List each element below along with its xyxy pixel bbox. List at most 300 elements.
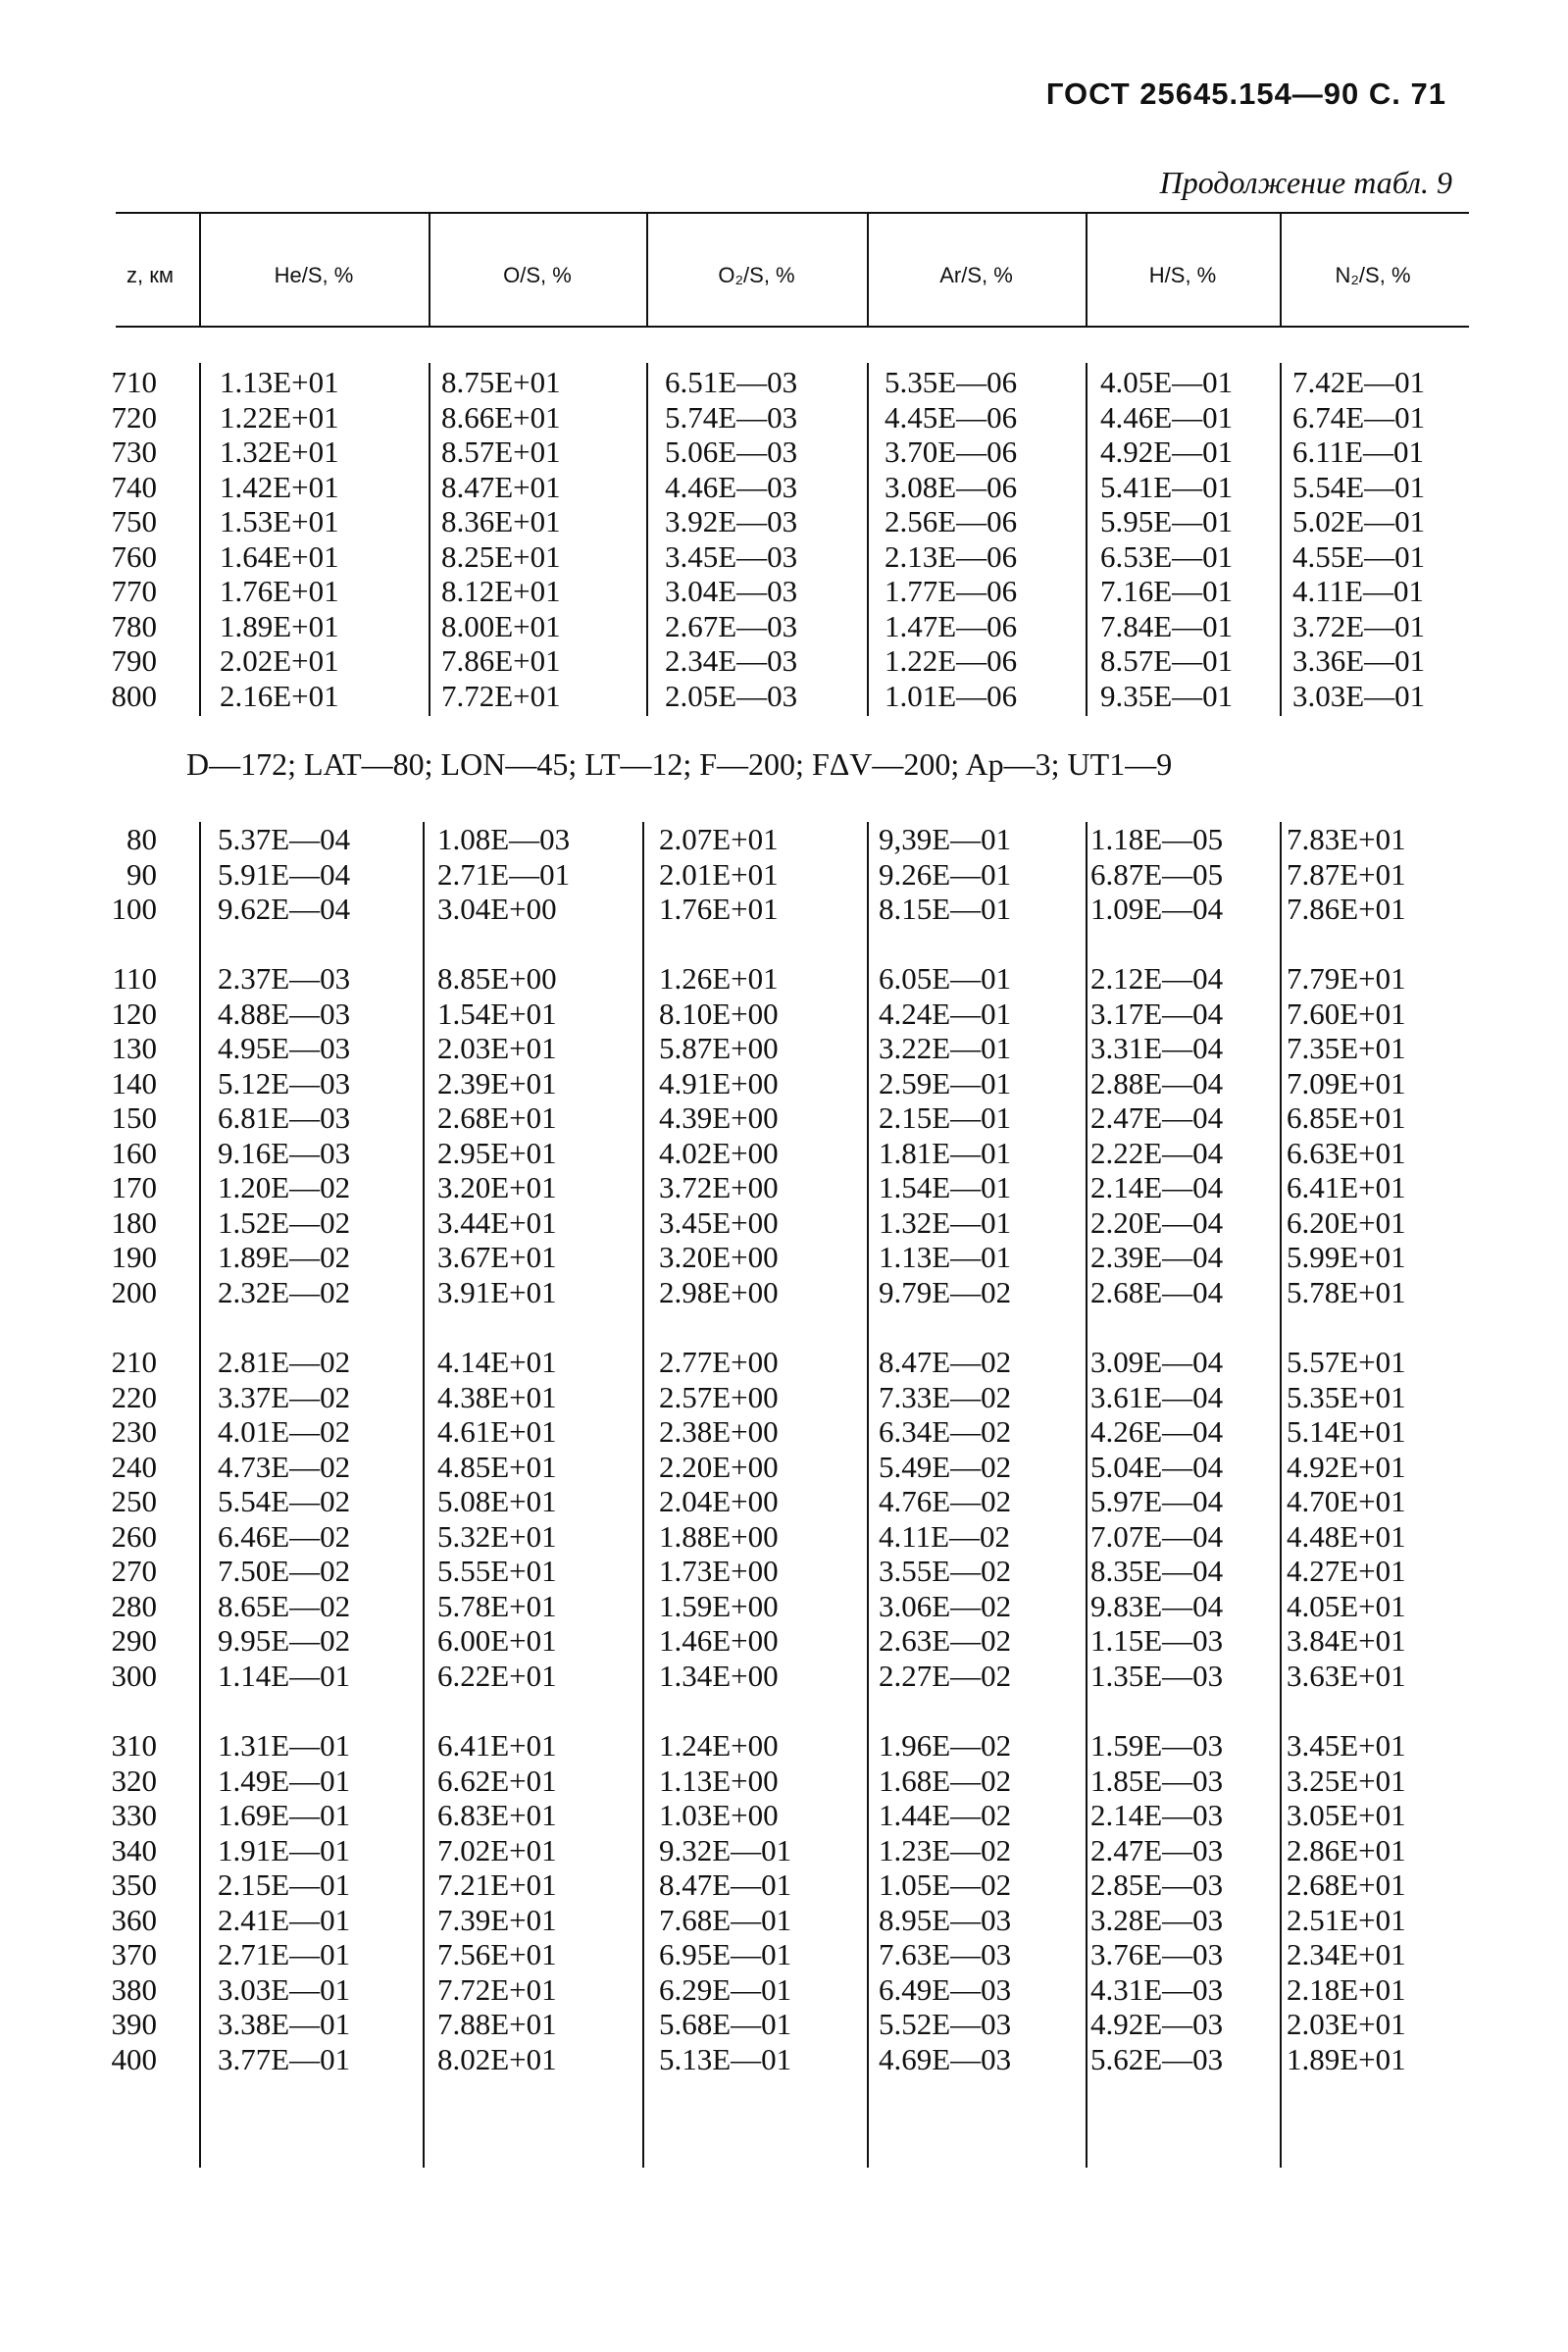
he-cell: 1.32E+01 — [220, 435, 339, 469]
o2-cell: 3.45E—03 — [665, 538, 798, 574]
ar-cell: 5.49E—02 — [879, 1449, 1012, 1484]
altitude-cell: 280 — [111, 1588, 157, 1623]
he-cell: 1.91E—01 — [218, 1832, 351, 1867]
he-cell: 1.31E—01 — [218, 1728, 351, 1763]
h-cell: 8.57E—01 — [1100, 643, 1234, 678]
o2-cell: 8.47E—01 — [659, 1867, 792, 1902]
altitude-cell: 310 — [111, 1728, 157, 1763]
he-cell: 1.53E+01 — [220, 504, 339, 538]
n2-cell: 6.41E+01 — [1287, 1170, 1406, 1204]
h-cell: 3.09E—04 — [1090, 1345, 1224, 1379]
o2-cell: 2.98E+00 — [659, 1274, 779, 1309]
h-cell: 6.87E—05 — [1090, 856, 1224, 892]
n2-cell: 3.25E+01 — [1287, 1763, 1406, 1798]
altitude-cell: 180 — [111, 1204, 157, 1240]
he-cell: 1.14E—01 — [218, 1658, 351, 1693]
column-ar — [885, 365, 1017, 713]
o2-cell: 2.57E+00 — [659, 1379, 779, 1414]
o-cell: 8.85E+00 — [437, 961, 557, 996]
h-cell: 3.31E—04 — [1090, 1031, 1224, 1065]
ar-cell: 1.44E—02 — [879, 1798, 1012, 1832]
o2-cell: 1.76E+01 — [659, 892, 779, 926]
altitude-cell: 160 — [111, 1135, 157, 1170]
h-cell: 4.92E—01 — [1100, 435, 1234, 469]
column-ar — [879, 1728, 1011, 2076]
he-cell: 9.95E—02 — [218, 1623, 351, 1658]
altitude-cell: 790 — [111, 643, 157, 678]
column-h — [1100, 365, 1233, 713]
o2-cell: 1.88E+00 — [659, 1518, 779, 1554]
h-cell: 4.26E—04 — [1090, 1414, 1224, 1449]
o-cell: 7.88E+01 — [437, 2007, 557, 2041]
column-header-he: He/S, % — [274, 263, 354, 287]
column-divider — [1086, 822, 1087, 2168]
h-cell: 2.85E—03 — [1090, 1867, 1224, 1902]
column-divider — [642, 822, 644, 2168]
o-cell: 2.39E+01 — [437, 1065, 557, 1100]
column-h — [1090, 1345, 1223, 1693]
column-o2 — [665, 365, 797, 713]
n2-cell: 5.54E—01 — [1292, 469, 1426, 504]
ar-cell: 1.96E—02 — [879, 1728, 1012, 1763]
altitude-cell: 150 — [111, 1100, 157, 1135]
table-header-rule — [116, 326, 1469, 328]
h-cell: 7.84E—01 — [1100, 608, 1234, 643]
o-cell: 8.57E+01 — [441, 435, 561, 469]
o-cell: 6.22E+01 — [437, 1658, 557, 1693]
column-n2 — [1287, 822, 1406, 927]
o-cell: 8.75E+01 — [441, 365, 561, 399]
column-o2 — [659, 822, 779, 927]
altitude-cell: 350 — [111, 1867, 157, 1902]
ar-cell: 3.08E—06 — [885, 469, 1018, 504]
column-o — [441, 365, 561, 713]
he-cell: 2.81E—02 — [218, 1345, 351, 1379]
column-o2 — [659, 1345, 779, 1693]
column-header-n2: N₂/S, % — [1335, 263, 1411, 287]
column-header-o: O/S, % — [503, 263, 572, 287]
he-cell: 2.32E—02 — [218, 1274, 351, 1309]
o2-cell: 2.04E+00 — [659, 1484, 779, 1518]
ar-cell: 9.79E—02 — [879, 1274, 1012, 1309]
altitude-cell: 90 — [126, 856, 157, 892]
n2-cell: 7.60E+01 — [1287, 996, 1406, 1031]
column-n2 — [1287, 961, 1406, 1309]
parameters-line: D—172; LAT—80; LON—45; LT—12; F—200; FΔV—200; Ap—3; UT1—9 — [186, 746, 1173, 782]
ar-cell: 8.95E—03 — [879, 1902, 1012, 1937]
n2-cell: 7.83E+01 — [1287, 822, 1406, 856]
he-cell: 5.54E—02 — [218, 1484, 351, 1518]
ar-cell: 1.47E—06 — [885, 608, 1018, 643]
h-cell: 9.83E—04 — [1090, 1588, 1224, 1623]
altitude-cell: 240 — [111, 1449, 157, 1484]
o2-cell: 2.67E—03 — [665, 608, 798, 643]
n2-cell: 5.02E—01 — [1292, 504, 1426, 538]
n2-cell: 2.51E+01 — [1287, 1902, 1406, 1937]
h-cell: 1.35E—03 — [1090, 1658, 1224, 1693]
altitude-cell: 140 — [111, 1065, 157, 1100]
o2-cell: 5.68E—01 — [659, 2007, 792, 2041]
n2-cell: 3.45E+01 — [1287, 1728, 1406, 1763]
column-h — [1090, 1728, 1223, 2076]
column-divider — [867, 363, 869, 716]
h-cell: 5.62E—03 — [1090, 2041, 1224, 2076]
altitude-cell: 230 — [111, 1414, 157, 1449]
altitude-cell: 120 — [111, 996, 157, 1031]
o-cell: 7.21E+01 — [437, 1867, 557, 1902]
he-cell: 2.41E—01 — [218, 1902, 351, 1937]
o-cell: 8.00E+01 — [441, 608, 561, 643]
o-cell: 4.14E+01 — [437, 1345, 557, 1379]
o2-cell: 3.20E+00 — [659, 1240, 779, 1274]
ar-cell: 2.56E—06 — [885, 504, 1018, 538]
o-cell: 8.47E+01 — [441, 469, 561, 504]
altitude-cell: 710 — [111, 365, 157, 399]
he-cell: 8.65E—02 — [218, 1588, 351, 1623]
column-he — [220, 365, 339, 713]
he-cell: 3.38E—01 — [218, 2007, 351, 2041]
o-cell: 7.86E+01 — [441, 643, 561, 678]
n2-cell: 3.05E+01 — [1287, 1798, 1406, 1832]
o-cell: 2.71E—01 — [437, 856, 571, 892]
column-he — [218, 1345, 350, 1693]
altitude-cell: 740 — [111, 469, 157, 504]
n2-cell: 4.92E+01 — [1287, 1449, 1406, 1484]
altitude-cell: 400 — [111, 2041, 157, 2076]
o-cell: 5.78E+01 — [437, 1588, 557, 1623]
h-cell: 4.92E—03 — [1090, 2007, 1224, 2041]
altitude-cell: 340 — [111, 1832, 157, 1867]
o-cell: 7.02E+01 — [437, 1832, 557, 1867]
altitude-cell: 370 — [111, 1937, 157, 1971]
o-cell: 6.83E+01 — [437, 1798, 557, 1832]
he-cell: 1.89E—02 — [218, 1240, 351, 1274]
o-cell: 2.03E+01 — [437, 1031, 557, 1065]
n2-cell: 5.78E+01 — [1287, 1274, 1406, 1309]
he-cell: 1.42E+01 — [220, 469, 339, 504]
he-cell: 9.16E—03 — [218, 1135, 351, 1170]
o2-cell: 1.03E+00 — [659, 1798, 779, 1832]
column-divider — [199, 822, 201, 2168]
ar-cell: 4.69E—03 — [879, 2041, 1012, 2076]
column-divider — [1280, 363, 1282, 716]
o-cell: 8.02E+01 — [437, 2041, 557, 2076]
h-cell: 7.16E—01 — [1100, 574, 1234, 608]
n2-cell: 4.05E+01 — [1287, 1588, 1406, 1623]
ar-cell: 4.24E—01 — [879, 996, 1012, 1031]
n2-cell: 2.34E+01 — [1287, 1937, 1406, 1971]
altitude-cell: 300 — [111, 1658, 157, 1693]
ar-cell: 3.55E—02 — [879, 1554, 1012, 1588]
o-cell: 1.08E—03 — [437, 822, 571, 856]
o2-cell: 3.92E—03 — [665, 504, 798, 538]
ar-cell: 6.05E—01 — [879, 961, 1012, 996]
altitude-cell: 200 — [111, 1274, 157, 1309]
n2-cell: 2.18E+01 — [1287, 1971, 1406, 2007]
n2-cell: 2.68E+01 — [1287, 1867, 1406, 1902]
he-cell: 1.64E+01 — [220, 538, 339, 574]
h-cell: 3.76E—03 — [1090, 1937, 1224, 1971]
ar-cell: 8.15E—01 — [879, 892, 1012, 926]
column-o — [437, 961, 557, 1309]
ar-cell: 6.34E—02 — [879, 1414, 1012, 1449]
n2-cell: 7.09E+01 — [1287, 1065, 1406, 1100]
o2-cell: 3.72E+00 — [659, 1170, 779, 1204]
column-h — [1090, 961, 1223, 1309]
o2-cell: 2.38E+00 — [659, 1414, 779, 1449]
h-cell: 3.17E—04 — [1090, 996, 1224, 1031]
ar-cell: 5.35E—06 — [885, 365, 1018, 399]
n2-cell: 5.14E+01 — [1287, 1414, 1406, 1449]
ar-cell: 7.33E—02 — [879, 1379, 1012, 1414]
o2-cell: 4.91E+00 — [659, 1065, 779, 1100]
o-cell: 3.44E+01 — [437, 1204, 557, 1240]
he-cell: 4.73E—02 — [218, 1449, 351, 1484]
table-top-rule — [116, 212, 1469, 214]
o-cell: 6.41E+01 — [437, 1728, 557, 1763]
ar-cell: 1.54E—01 — [879, 1170, 1012, 1204]
altitude-cell: 720 — [111, 399, 157, 435]
column-divider — [429, 363, 430, 716]
n2-cell: 3.03E—01 — [1292, 678, 1426, 713]
n2-cell: 4.11E—01 — [1292, 574, 1425, 608]
o2-cell: 8.10E+00 — [659, 996, 779, 1031]
n2-cell: 7.86E+01 — [1287, 892, 1406, 926]
column-header-h: H/S, % — [1148, 263, 1217, 287]
n2-cell: 2.86E+01 — [1287, 1832, 1406, 1867]
o-cell: 7.72E+01 — [441, 678, 561, 713]
n2-cell: 4.27E+01 — [1287, 1554, 1406, 1588]
column-z — [78, 961, 157, 1309]
ar-cell: 7.63E—03 — [879, 1937, 1012, 1971]
h-cell: 2.68E—04 — [1090, 1274, 1224, 1309]
altitude-cell: 330 — [111, 1798, 157, 1832]
o-cell: 7.56E+01 — [437, 1937, 557, 1971]
column-o2 — [659, 1728, 791, 2076]
ar-cell: 4.11E—02 — [879, 1518, 1011, 1554]
h-cell: 8.35E—04 — [1090, 1554, 1224, 1588]
he-cell: 1.49E—01 — [218, 1763, 351, 1798]
he-cell: 3.77E—01 — [218, 2041, 351, 2076]
h-cell: 2.39E—04 — [1090, 1240, 1224, 1274]
column-z — [78, 1728, 157, 2076]
h-cell: 2.14E—04 — [1090, 1170, 1224, 1204]
n2-cell: 7.87E+01 — [1287, 856, 1406, 892]
o-cell: 8.36E+01 — [441, 504, 561, 538]
column-divider — [1086, 363, 1087, 716]
h-cell: 5.97E—04 — [1090, 1484, 1224, 1518]
o2-cell: 5.74E—03 — [665, 399, 798, 435]
o2-cell: 1.46E+00 — [659, 1623, 779, 1658]
altitude-cell: 110 — [112, 961, 157, 996]
he-cell: 2.37E—03 — [218, 961, 351, 996]
altitude-cell: 100 — [111, 892, 157, 926]
altitude-cell: 250 — [111, 1484, 157, 1518]
o2-cell: 2.05E—03 — [665, 678, 798, 713]
altitude-cell: 380 — [111, 1971, 157, 2007]
o-cell: 4.61E+01 — [437, 1414, 557, 1449]
he-cell: 3.37E—02 — [218, 1379, 351, 1414]
he-cell: 2.16E+01 — [220, 678, 339, 713]
column-divider — [646, 363, 648, 716]
n2-cell: 3.36E—01 — [1292, 643, 1426, 678]
n2-cell: 6.74E—01 — [1292, 399, 1426, 435]
he-cell: 5.12E—03 — [218, 1065, 351, 1100]
h-cell: 1.85E—03 — [1090, 1763, 1224, 1798]
column-divider — [867, 822, 869, 2168]
n2-cell: 5.57E+01 — [1287, 1345, 1406, 1379]
h-cell: 2.47E—04 — [1090, 1100, 1224, 1135]
n2-cell: 1.89E+01 — [1287, 2041, 1406, 2076]
o-cell: 7.39E+01 — [437, 1902, 557, 1937]
o-cell: 5.55E+01 — [437, 1554, 557, 1588]
o-cell: 3.67E+01 — [437, 1240, 557, 1274]
column-divider — [199, 363, 201, 716]
o2-cell: 2.07E+01 — [659, 822, 779, 856]
column-he — [218, 961, 350, 1309]
altitude-cell: 390 — [111, 2007, 157, 2041]
o2-cell: 2.34E—03 — [665, 643, 798, 678]
he-cell: 5.37E—04 — [218, 822, 351, 856]
he-cell: 4.95E—03 — [218, 1031, 351, 1065]
o-cell: 2.95E+01 — [437, 1135, 557, 1170]
h-cell: 2.14E—03 — [1090, 1798, 1224, 1832]
altitude-cell: 270 — [111, 1554, 157, 1588]
o-cell: 3.91E+01 — [437, 1274, 557, 1309]
he-cell: 3.03E—01 — [218, 1971, 351, 2007]
n2-cell: 3.63E+01 — [1287, 1658, 1406, 1693]
he-cell: 1.20E—02 — [218, 1170, 351, 1204]
ar-cell: 2.15E—01 — [879, 1100, 1012, 1135]
column-n2 — [1287, 1728, 1406, 2076]
column-n2 — [1287, 1345, 1406, 1693]
h-cell: 2.20E—04 — [1090, 1204, 1224, 1240]
h-cell: 3.28E—03 — [1090, 1902, 1224, 1937]
o-cell: 7.72E+01 — [437, 1971, 557, 2007]
altitude-cell: 360 — [111, 1902, 157, 1937]
h-cell: 4.05E—01 — [1100, 365, 1234, 399]
o2-cell: 2.01E+01 — [659, 856, 779, 892]
ar-cell: 1.13E—01 — [879, 1240, 1012, 1274]
altitude-cell: 170 — [111, 1170, 157, 1204]
n2-cell: 4.48E+01 — [1287, 1518, 1406, 1554]
he-cell: 9.62E—04 — [218, 892, 351, 926]
ar-cell: 1.05E—02 — [879, 1867, 1012, 1902]
o-cell: 1.54E+01 — [437, 996, 557, 1031]
altitude-cell: 220 — [111, 1379, 157, 1414]
o2-cell: 1.73E+00 — [659, 1554, 779, 1588]
h-cell: 1.09E—04 — [1090, 892, 1224, 926]
column-z — [78, 1345, 157, 1693]
o2-cell: 7.68E—01 — [659, 1902, 792, 1937]
h-cell: 5.04E—04 — [1090, 1449, 1224, 1484]
altitude-cell: 730 — [111, 435, 157, 469]
o2-cell: 5.06E—03 — [665, 435, 798, 469]
altitude-cell: 260 — [111, 1518, 157, 1554]
ar-cell: 3.70E—06 — [885, 435, 1018, 469]
ar-cell: 3.22E—01 — [879, 1031, 1012, 1065]
ar-cell: 1.81E—01 — [879, 1135, 1012, 1170]
ar-cell: 1.23E—02 — [879, 1832, 1012, 1867]
he-cell: 4.88E—03 — [218, 996, 351, 1031]
he-cell: 2.02E+01 — [220, 643, 339, 678]
o-cell: 8.66E+01 — [441, 399, 561, 435]
o-cell: 5.32E+01 — [437, 1518, 557, 1554]
column-n2 — [1292, 365, 1425, 713]
he-cell: 1.76E+01 — [220, 574, 339, 608]
ar-cell: 2.59E—01 — [879, 1065, 1012, 1100]
o-cell: 8.12E+01 — [441, 574, 561, 608]
he-cell: 1.89E+01 — [220, 608, 339, 643]
ar-cell: 4.45E—06 — [885, 399, 1018, 435]
h-cell: 1.15E—03 — [1090, 1623, 1224, 1658]
o2-cell: 4.39E+00 — [659, 1100, 779, 1135]
o2-cell: 9.32E—01 — [659, 1832, 792, 1867]
o-cell: 3.04E+00 — [437, 892, 557, 926]
o2-cell: 3.04E—03 — [665, 574, 798, 608]
h-cell: 2.12E—04 — [1090, 961, 1224, 996]
altitude-cell: 800 — [111, 678, 157, 713]
column-ar — [879, 1345, 1011, 1693]
n2-cell: 6.85E+01 — [1287, 1100, 1406, 1135]
column-o2 — [659, 961, 779, 1309]
h-cell: 1.18E—05 — [1090, 822, 1224, 856]
n2-cell: 6.11E—01 — [1292, 435, 1425, 469]
o2-cell: 2.20E+00 — [659, 1449, 779, 1484]
h-cell: 5.95E—01 — [1100, 504, 1234, 538]
ar-cell: 1.77E—06 — [885, 574, 1018, 608]
n2-cell: 7.35E+01 — [1287, 1031, 1406, 1065]
ar-cell: 8.47E—02 — [879, 1345, 1012, 1379]
column-divider — [423, 822, 425, 2168]
h-cell: 7.07E—04 — [1090, 1518, 1224, 1554]
o-cell: 8.25E+01 — [441, 538, 561, 574]
column-header-z: z, км — [126, 263, 174, 287]
o2-cell: 1.26E+01 — [659, 961, 779, 996]
n2-cell: 3.72E—01 — [1292, 608, 1426, 643]
h-cell: 2.88E—04 — [1090, 1065, 1224, 1100]
column-he — [218, 822, 350, 927]
o2-cell: 6.51E—03 — [665, 365, 798, 399]
altitude-cell: 290 — [111, 1623, 157, 1658]
ar-cell: 2.63E—02 — [879, 1623, 1012, 1658]
o-cell: 6.62E+01 — [437, 1763, 557, 1798]
ar-cell: 2.27E—02 — [879, 1658, 1012, 1693]
column-header-ar: Ar/S, % — [939, 263, 1013, 287]
table-continuation-caption: Продолжение табл. 9 — [1159, 165, 1452, 200]
altitude-cell: 780 — [111, 608, 157, 643]
o-cell: 2.68E+01 — [437, 1100, 557, 1135]
altitude-cell: 130 — [111, 1031, 157, 1065]
n2-cell: 3.84E+01 — [1287, 1623, 1406, 1658]
n2-cell: 7.42E—01 — [1292, 365, 1426, 399]
he-cell: 4.01E—02 — [218, 1414, 351, 1449]
ar-cell: 9,39E—01 — [879, 822, 1012, 856]
column-h — [1090, 822, 1223, 927]
o2-cell: 5.13E—01 — [659, 2041, 792, 2076]
he-cell: 1.13E+01 — [220, 365, 339, 399]
n2-cell: 4.55E—01 — [1292, 538, 1426, 574]
altitude-cell: 190 — [111, 1240, 157, 1274]
o-cell: 4.38E+01 — [437, 1379, 557, 1414]
ar-cell: 1.01E—06 — [885, 678, 1018, 713]
n2-cell: 5.99E+01 — [1287, 1240, 1406, 1274]
ar-cell: 4.76E—02 — [879, 1484, 1012, 1518]
ar-cell: 2.13E—06 — [885, 538, 1018, 574]
o2-cell: 5.87E+00 — [659, 1031, 779, 1065]
o-cell: 6.00E+01 — [437, 1623, 557, 1658]
n2-cell: 2.03E+01 — [1287, 2007, 1406, 2041]
